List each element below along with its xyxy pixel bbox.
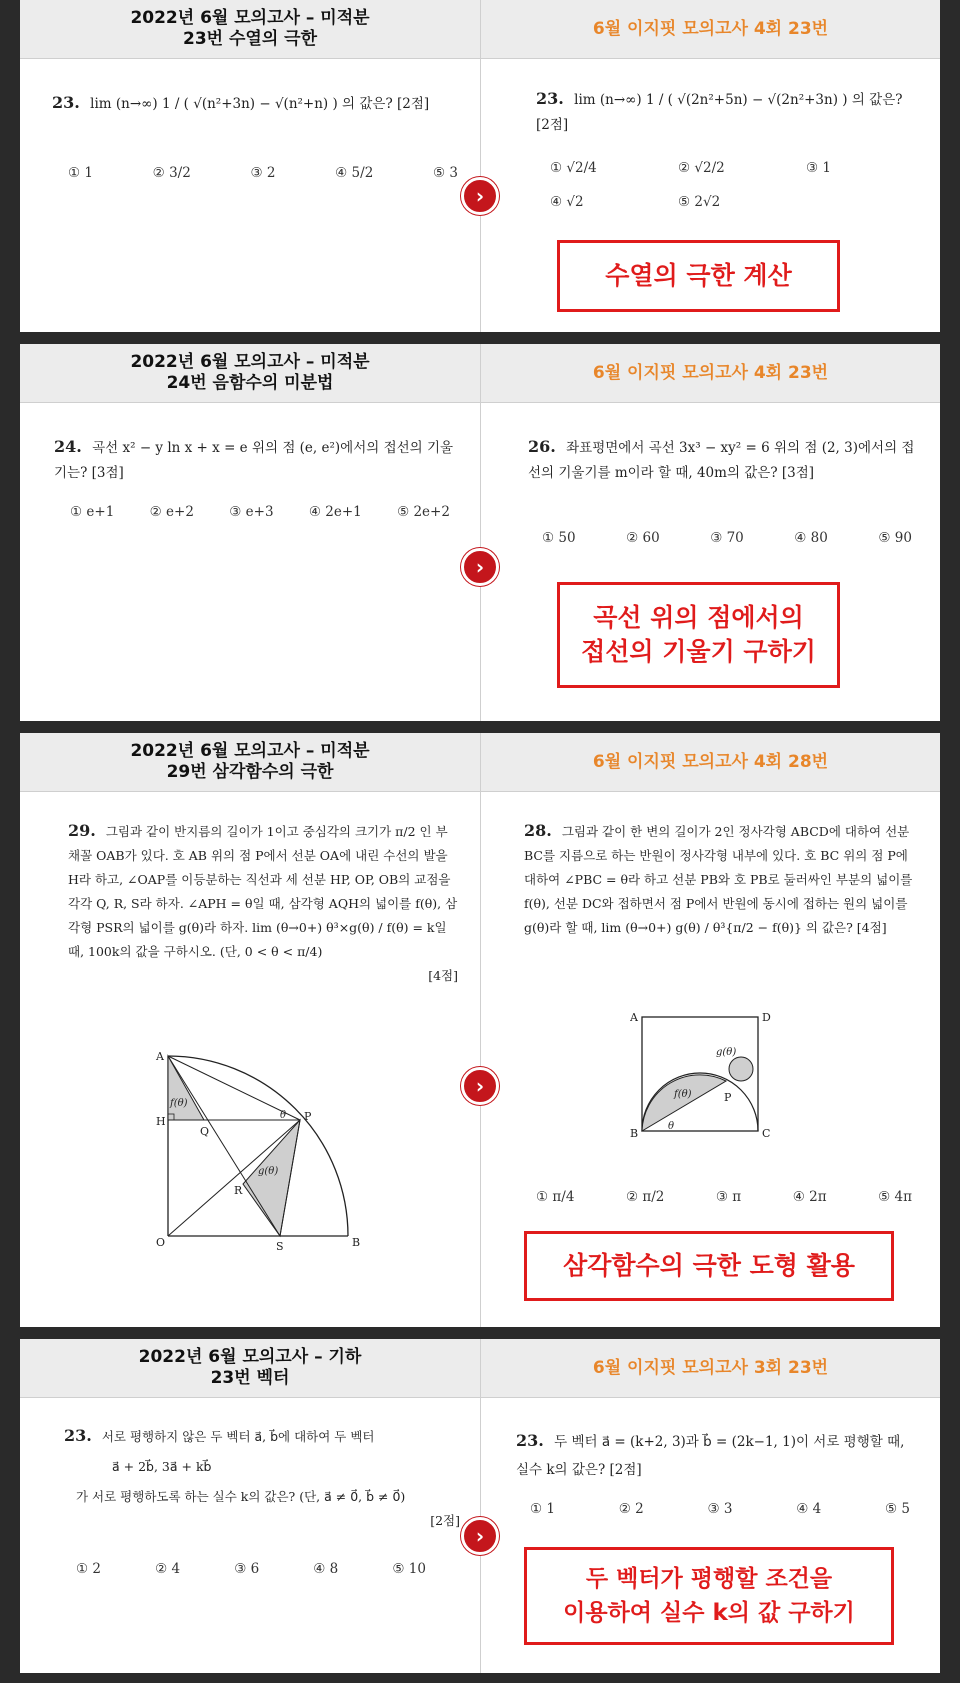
label-f-theta: f(θ) xyxy=(170,1098,188,1109)
triangle-PSR xyxy=(243,1120,300,1236)
choice-5: ⑤ 2e+2 xyxy=(397,504,450,520)
question-number: 23. xyxy=(516,1431,544,1450)
original-exam-title xyxy=(20,1339,480,1397)
original-question xyxy=(64,1421,460,1530)
choice-2: ② 4 xyxy=(155,1561,181,1577)
choice-4: ④ 2e+1 xyxy=(308,504,362,520)
mock-choices xyxy=(536,1189,912,1205)
choice-3: ③ e+3 xyxy=(229,504,274,520)
sector-figure xyxy=(140,1048,400,1268)
comparison-panel-1 xyxy=(20,0,940,332)
mock-choices xyxy=(542,530,912,546)
choice-4: ④ 4 xyxy=(796,1501,822,1517)
question-text: lim (n→∞) 1 / ( √(n²+3n) − √(n²+n) ) 의 값은? [2점] xyxy=(90,96,430,112)
label-R: R xyxy=(234,1184,243,1197)
question-vectors: a⃗ + 2b⃗, 3a⃗ + kb⃗ xyxy=(112,1459,212,1474)
label-A: A xyxy=(156,1050,164,1063)
question-text: 그림과 같이 한 변의 길이가 2인 정사각형 ABCD에 대하여 선분 BC를 지름으로 하는 반원이 정사각형 내부에 있다. 호 BC 위의 점 P에 대하여 ∠PBC = θ라 하고 선분 PB와 호 PB로 둘러싸인 부분의 넓이를 f(θ), 선분 DC와 접하면서 점 P에서 반원에 동시에 접하는 원의 넓이를 g(θ)라 할 때, lim (θ→0+) g(θ) / θ³{π/2 − f(θ)} 의 값은? [4점] xyxy=(524,824,913,935)
column-divider xyxy=(480,0,481,332)
question-number: 28. xyxy=(524,821,552,840)
question-score: [4점] xyxy=(428,968,458,983)
choice-3: ③ 2 xyxy=(250,165,276,181)
choice-3: ③ π xyxy=(715,1189,742,1205)
choice-1: ① 50 xyxy=(542,530,576,546)
choice-3: ③ 6 xyxy=(234,1561,260,1577)
choice-1: ① e+1 xyxy=(70,504,115,520)
square-figure xyxy=(630,1011,790,1141)
label-g-theta: g(θ) xyxy=(716,1047,737,1058)
label-O: O xyxy=(156,1236,166,1249)
choice-1: ① √2/4 xyxy=(550,160,597,176)
choice-5: ⑤ 5 xyxy=(885,1501,910,1517)
question-number: 26. xyxy=(528,437,556,456)
choice-4: ④ 8 xyxy=(313,1561,339,1577)
choice-2: ② 2 xyxy=(618,1501,644,1517)
choice-1: ① π/4 xyxy=(536,1189,575,1205)
choice-1: ① 2 xyxy=(76,1561,101,1577)
column-divider xyxy=(480,1339,481,1673)
question-score: [2점] xyxy=(430,1513,460,1528)
choice-4: ④ 5/2 xyxy=(335,165,374,181)
label-P: P xyxy=(304,1110,312,1123)
question-number: 23. xyxy=(52,93,80,112)
original-question xyxy=(68,819,458,988)
choice-1: ① 1 xyxy=(530,1501,555,1517)
comparison-panel-2 xyxy=(20,344,940,721)
exam-title-line2: 24번 음함수의 미분법 xyxy=(166,373,334,393)
label-P: P xyxy=(724,1091,732,1104)
mock-question xyxy=(528,434,918,486)
question-text: 두 벡터 a⃗ = (k+2, 3)과 b⃗ = (2k−1, 1)이 서로 평행할 때, 실수 k의 값은? [2점] xyxy=(516,1434,905,1478)
original-choices xyxy=(76,1561,426,1577)
exam-title-line1: 2022년 6월 모의고사 – 기하 xyxy=(138,1347,362,1367)
question-text: 곡선 x² − y ln x + x = e 위의 점 (e, e²)에서의 접선의 기울기는? [3점] xyxy=(54,440,454,481)
concept-tag-line1: 곡선 위의 점에서의 xyxy=(593,603,804,632)
concept-tag xyxy=(557,582,840,688)
choice-3: ③ 70 xyxy=(710,530,744,546)
chevron-right-icon: › xyxy=(461,177,499,215)
question-number: 24. xyxy=(54,437,82,456)
concept-tag-line2: 이용하여 실수 k의 값 구하기 xyxy=(563,1600,855,1626)
exam-title-line2: 29번 삼각함수의 극한 xyxy=(166,762,334,782)
concept-tag xyxy=(524,1547,894,1645)
circle-g xyxy=(729,1057,753,1081)
original-question xyxy=(54,434,454,486)
label-g-theta: g(θ) xyxy=(258,1166,279,1177)
mock-exam-title: 6월 이지핏 모의고사 4회 23번 xyxy=(592,18,829,39)
choice-3: ③ 3 xyxy=(707,1501,733,1517)
choice-2: ② 60 xyxy=(626,530,660,546)
question-text: 그림과 같이 반지름의 길이가 1이고 중심각의 크기가 π/2 인 부채꼴 OAB가 있다. 호 AB 위의 점 P에서 선분 OA에 내린 수선의 발을 H라 하고, ∠OAP를 이등분하는 직선과 세 선분 HP, OP, OB의 교점을 각각 Q, R, S라 하자. ∠APH = θ일 때, 삼각형 AQH의 넓이를 f(θ), 삼각형 PSR의 넓이를 g(θ)라 하자. lim (θ→0+) θ³×g(θ) / f(θ) = k일 때, 100k의 값을 구하시오. (단, 0 < θ < π/4) xyxy=(68,824,458,959)
choice-2: ② π/2 xyxy=(625,1189,665,1205)
mock-question xyxy=(516,1427,916,1484)
concept-tag-line1: 두 벡터가 평행할 조건을 xyxy=(585,1566,833,1592)
exam-title-line1: 2022년 6월 모의고사 – 미적분 xyxy=(130,352,370,372)
label-Q: Q xyxy=(200,1125,210,1138)
choice-2: ② √2/2 xyxy=(678,160,725,176)
label-theta: θ xyxy=(668,1121,675,1132)
concept-tag-line2: 접선의 기울기 구하기 xyxy=(581,637,816,666)
column-divider xyxy=(480,344,481,721)
question-number: 23. xyxy=(64,1426,92,1445)
question-number: 29. xyxy=(68,821,96,840)
label-theta: θ xyxy=(280,1110,287,1121)
choice-2: ② e+2 xyxy=(149,504,194,520)
mock-exam-title: 6월 이지핏 모의고사 4회 23번 xyxy=(592,362,829,383)
label-f-theta: f(θ) xyxy=(674,1089,692,1100)
sector-arc xyxy=(168,1056,348,1236)
choice-4: ④ 2π xyxy=(792,1189,827,1205)
chevron-right-icon: › xyxy=(461,1067,499,1105)
region-f xyxy=(642,1075,726,1131)
concept-tag-line1: 수열의 극한 계산 xyxy=(605,261,792,290)
choice-3: ③ 1 xyxy=(806,160,831,176)
question-text: lim (n→∞) 1 / ( √(2n²+5n) − √(2n²+3n) ) 의 값은? [2점] xyxy=(536,92,903,133)
question-text: 서로 평행하지 않은 두 벡터 a⃗, b⃗에 대하여 두 벡터 xyxy=(101,1429,375,1444)
chevron-right-icon: › xyxy=(461,548,499,586)
concept-tag-line1: 삼각함수의 극한 도형 활용 xyxy=(563,1251,855,1280)
choice-5: ⑤ 90 xyxy=(878,530,912,546)
exam-title-line1: 2022년 6월 모의고사 – 미적분 xyxy=(130,741,370,761)
choice-4: ④ 80 xyxy=(794,530,828,546)
original-choices xyxy=(70,504,450,520)
original-choices xyxy=(68,165,458,181)
label-C: C xyxy=(762,1127,771,1140)
original-exam-title xyxy=(20,733,480,791)
choice-1: ① 1 xyxy=(68,165,93,181)
column-divider xyxy=(480,733,481,1327)
label-H: H xyxy=(156,1115,166,1128)
mock-exam-title: 6월 이지핏 모의고사 3회 23번 xyxy=(592,1357,829,1378)
comparison-panel-4 xyxy=(20,1339,940,1673)
question-text: 좌표평면에서 곡선 3x³ − xy² = 6 위의 점 (2, 3)에서의 접선의 기울기를 m이라 할 때, 40m의 값은? [3점] xyxy=(528,440,915,481)
exam-title-line1: 2022년 6월 모의고사 – 미적분 xyxy=(130,8,370,28)
mock-question xyxy=(524,819,918,940)
label-A: A xyxy=(630,1011,638,1024)
label-B: B xyxy=(352,1236,361,1249)
question-number: 23. xyxy=(536,89,564,108)
mock-choices xyxy=(550,160,890,210)
label-D: D xyxy=(762,1011,771,1024)
comparison-panel-3 xyxy=(20,733,940,1327)
choice-5: ⑤ 2√2 xyxy=(678,194,721,210)
mock-exam-title: 6월 이지핏 모의고사 4회 28번 xyxy=(592,751,829,772)
label-B: B xyxy=(630,1127,639,1140)
original-exam-title xyxy=(20,344,480,402)
exam-title-line2: 23번 벡터 xyxy=(210,1368,290,1388)
original-question xyxy=(52,90,452,117)
concept-tag xyxy=(557,240,840,312)
choice-5: ⑤ 10 xyxy=(392,1561,426,1577)
mock-question xyxy=(536,86,916,138)
chevron-right-icon: › xyxy=(461,1517,499,1555)
choice-4: ④ √2 xyxy=(550,194,584,210)
choice-5: ⑤ 4π xyxy=(878,1189,912,1205)
choice-5: ⑤ 3 xyxy=(432,165,458,181)
label-S: S xyxy=(276,1240,284,1253)
concept-tag xyxy=(524,1231,894,1301)
original-exam-title xyxy=(20,0,480,58)
question-text-cont: 가 서로 평행하도록 하는 실수 k의 값은? (단, a⃗ ≠ 0⃗, b⃗ ≠ 0⃗) xyxy=(76,1489,406,1504)
choice-2: ② 3/2 xyxy=(152,165,191,181)
mock-choices xyxy=(530,1501,910,1517)
exam-title-line2: 23번 수열의 극한 xyxy=(182,29,318,49)
